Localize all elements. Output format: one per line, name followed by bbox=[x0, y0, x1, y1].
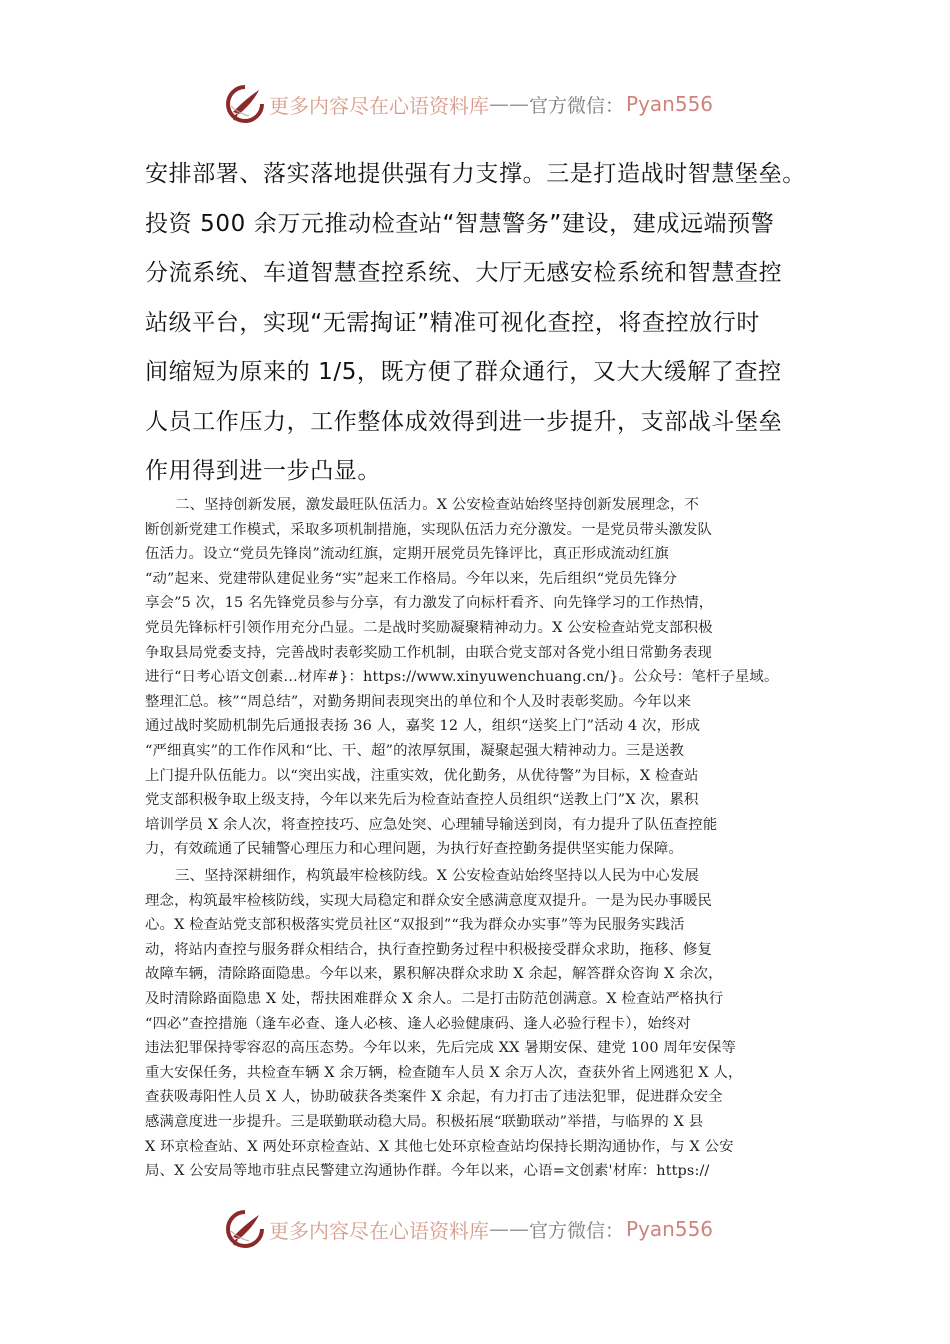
text-line: 上门提升队伍能力。以“突出实战，注重实效，优化勤务，从优待警”为目标，X 检查站 bbox=[145, 767, 699, 784]
text-line: “四必”查控措施（逢车必查、逢人必核、逢人必验健康码、逢人必验行程卡），始终对 bbox=[145, 1015, 691, 1032]
text-line: 感满意度进一步提升。三是联勤联动稳大局。积极拓展“联勤联动”举措，与临界的 X 县 bbox=[145, 1113, 704, 1130]
text-line: 间缩短为原来的 1/5，既方便了群众通行，又大大缓解了查控 bbox=[145, 359, 782, 385]
banner-lead-text: 更多内容尽在心语资料库 bbox=[269, 1218, 489, 1243]
text-line: “动”起来、党建带队建促业务“实”起来工作格局。今年以来，先后组织“党员先锋分 bbox=[145, 570, 677, 587]
banner-dash: —— bbox=[489, 1217, 529, 1241]
text-line: 查获吸毒阳性人员 X 人，协助破获各类案件 X 余起，有力打击了违法犯罪，促进群众安全 bbox=[145, 1089, 723, 1106]
text-line: 及时清除路面隐患 X 处，帮扶困难群众 X 余人。二是打击防范创满意。X 检查站严格执行 bbox=[145, 990, 724, 1007]
text-line: 三、坚持深耕细作，构筑最牢检核防线。X 公安检查站始终坚持以人民为中心发展 bbox=[175, 868, 700, 884]
banner-wechat-id: Pyan556 bbox=[626, 1217, 714, 1241]
text-line: 享会”5 次，15 名先锋党员参与分享，有力激发了向标杆看齐、向先锋学习的工作热情， bbox=[145, 595, 714, 612]
text-line: 培训学员 X 余人次，将查控技巧、应急处突、心理辅导输送到岗，有力提升了队伍查控能 bbox=[145, 816, 718, 833]
text-line: X 环京检查站、X 两处环京检查站、X 其他七处环京检查站均保持长期沟通协作，与 X 公安 bbox=[145, 1138, 734, 1155]
quill-pen-logo-icon bbox=[225, 1209, 265, 1249]
banner-dash: —— bbox=[489, 92, 529, 116]
text-line: 心。X 检查站党支部积极落实党员社区“双报到”“我为群众办实事”等为民服务实践活 bbox=[145, 917, 685, 934]
text-line: “严细真实”的工作作风和“比、干、超”的浓厚氛围，凝聚起强大精神动力。三是送教 bbox=[145, 742, 684, 759]
text-line: 力，有效疏通了民辅警心理压力和心理问题，为执行好查控勤务提供坚实能力保障。 bbox=[145, 841, 684, 858]
text-line: 违法犯罪保持零容忍的高压态势。今年以来，先后完成 XX 暑期安保、建党 100 周年安保等 bbox=[145, 1040, 737, 1057]
text-line: 安排部署、落实落地提供强有力支撑。三是打造战时智慧堡垒。 bbox=[145, 161, 806, 187]
text-line: 断创新党建工作模式，采取多项机制措施，实现队伍活力充分激发。一是党员带头激发队 bbox=[145, 521, 713, 538]
text-line: 动，将站内查控与服务群众相结合，执行查控勤务过程中积极接受群众求助，拖移、修复 bbox=[145, 941, 713, 958]
banner-wechat-id: Pyan556 bbox=[626, 92, 714, 116]
text-line: 局、X 公安局等地市驻点民警建立沟通协作群。今年以来，心语=文创素'材库：https:// bbox=[145, 1163, 710, 1180]
text-line: 整理汇总。核”“周总结”，对勤务期间表现突出的单位和个人及时表彰奖励。今年以来 bbox=[145, 693, 691, 710]
text-line: 理念，构筑最牢检核防线，实现大局稳定和群众安全感满意度双提升。一是为民办事暖民 bbox=[145, 892, 713, 909]
text-line: 作用得到进一步凸显。 bbox=[145, 458, 381, 484]
quill-pen-logo-icon bbox=[225, 84, 265, 124]
text-line: 争取县局党委支持，完善战时表彰奖励工作机制，由联合党支部对各党小组日常勤务表现 bbox=[145, 644, 713, 661]
large-paragraph bbox=[145, 150, 825, 497]
paragraph-three bbox=[145, 864, 810, 1184]
text-line: 站级平台，实现“无需掏证”精准可视化查控，将查控放行时 bbox=[145, 309, 761, 336]
text-line: 分流系统、车道智慧查控系统、大厅无感安检系统和智慧查控 bbox=[145, 260, 783, 286]
text-line: 投资 500 余万元推动检查站“智慧警务”建设，建成远端预警 bbox=[145, 210, 775, 237]
header-banner bbox=[225, 82, 725, 126]
text-line: 党员先锋标杆引领作用充分凸显。二是战时奖励凝聚精神动力。X 公安检查站党支部积极 bbox=[145, 619, 713, 636]
banner-wechat-label: 官方微信： bbox=[529, 94, 625, 117]
text-line: 人员工作压力，工作整体成效得到进一步提升，支部战斗堡垒 bbox=[145, 408, 783, 435]
footer-banner bbox=[225, 1207, 725, 1251]
paragraph-two bbox=[145, 493, 810, 862]
text-line: 重大安保任务，共检查车辆 X 余万辆，检查随车人员 X 余万人次，查获外省上网逃犯 X 人， bbox=[145, 1064, 743, 1081]
banner-lead-text: 更多内容尽在心语资料库 bbox=[269, 93, 489, 118]
text-line: 故障车辆，清除路面隐患。今年以来，累积解决群众求助 X 余起，解答群众咨询 X 余次， bbox=[145, 966, 723, 983]
text-line: 党支部积极争取上级支持，今年以来先后为检查站查控人员组织“送教上门”X 次，累积 bbox=[145, 792, 699, 809]
text-line: 通过战时奖励机制先后通报表扬 36 人，嘉奖 12 人，组织“送奖上门”活动 4 次，形成 bbox=[145, 718, 701, 735]
text-line: 二、坚持创新发展，激发最旺队伍活力。X 公安检查站始终坚持创新发展理念，不 bbox=[175, 497, 700, 513]
text-line: 进行“日考心语文创素…材库#}：https://www.xinyuwenchuang.cn/}。公众号：笔杆子星域。 bbox=[145, 669, 779, 686]
text-line: 伍活力。设立“党员先锋岗”流动红旗，定期开展党员先锋评比，真正形成流动红旗 bbox=[145, 546, 669, 563]
banner-wechat-label: 官方微信： bbox=[529, 1219, 625, 1242]
